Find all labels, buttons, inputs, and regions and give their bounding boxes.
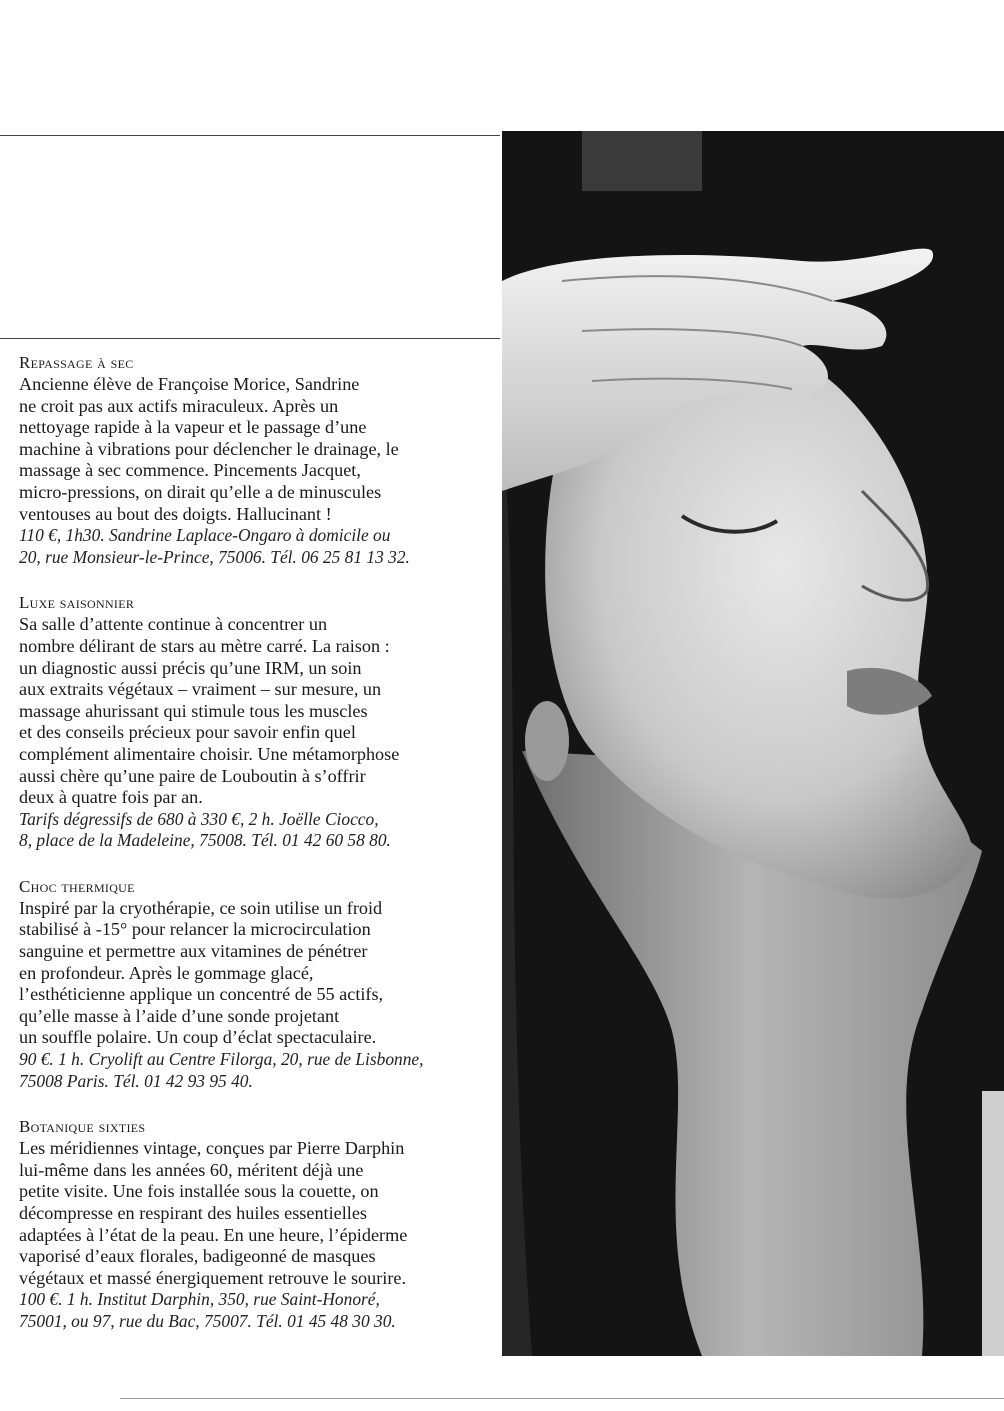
section-title: Choc thermique (19, 876, 135, 896)
fabric-pattern (982, 1091, 1004, 1356)
section-divider (0, 338, 500, 339)
section-repassage (19, 352, 501, 568)
section-body: Ancienne élève de Françoise Morice, Sandrine ne croit pas aux actifs miraculeux. Après un nettoyage rapide à la vapeur et le passage d’une machine à vibrations pour déclencher le drainage, le massage à sec commence. Pincements Jacquet, micro-pressions, on dirait qu’elle a de minuscules ventouses au bout des doigts. Hallucinant ! (19, 374, 399, 524)
section-info: 100 €. 1 h. Institut Darphin, 350, rue Saint-Honoré, 75001, ou 97, rue du Bac, 75007. Tél. 01 45 48 30 30. (19, 1289, 396, 1331)
ear (525, 701, 569, 781)
section-info: Tarifs dégressifs de 680 à 330 €, 2 h. Joëlle Ciocco, 8, place de la Madeleine, 75008. Tél. 01 42 60 58 80. (19, 808, 391, 851)
section-choc (19, 876, 501, 1092)
section-body: Les méridiennes vintage, conçues par Pierre Darphin lui-même dans les années 60, méritent déjà une petite visite. Une fois installée sous la couette, on décompresse en respirant des huiles essentielles adaptées à l’état de la peau. En une heure, l’épiderme vaporisé d’eaux florales, badigeonné de masques végétaux et massé énergiquement retrouve le sourire. (19, 1138, 408, 1288)
section-title: Botanique sixties (19, 1117, 146, 1137)
section-botanique (19, 1116, 501, 1332)
portrait-illustration (502, 131, 1004, 1356)
section-body: Inspiré par la cryothérapie, ce soin utilise un froid stabilisé à -15° pour relancer la microcirculation sanguine et permettre aux vitamines de pénétrer en profondeur. Après le gommage glacé, l’esthéticienne applique un concentré de 55 actifs, qu’elle masse à l’aide d’une sonde projetant un souffle polaire. Un coup d’éclat spectaculaire. (19, 897, 384, 1048)
section-info: 90 €. 1 h. Cryolift au Centre Filorga, 20, rue de Lisbonne, 75008 Paris. Tél. 01 42 93 95 40. (19, 1049, 424, 1091)
section-title: Repassage à sec (19, 353, 134, 372)
section-luxe (19, 592, 501, 852)
article-text-column (19, 352, 501, 1357)
portrait-photo (502, 131, 1004, 1356)
sleeve-pattern (582, 131, 702, 191)
top-divider (0, 135, 500, 136)
section-info: 110 €, 1h30. Sandrine Laplace-Ongaro à domicile ou 20, rue Monsieur-le-Prince, 75006. Tél. 06 25 81 13 32. (19, 525, 410, 567)
section-body: Sa salle d’attente continue à concentrer un nombre délirant de stars au mètre carré. La raison : un diagnostic aussi précis qu’une IRM, un soin aux extraits végétaux – vraiment – sur mesure, un massage ahurissant qui stimule tous les muscles et des conseils précieux pour savoir enfin quel complément alimentaire choisir. Une métamorphose aussi chère qu’une paire de Louboutin à s’offrir deux à quatre fois par an. (19, 614, 400, 808)
section-title: Luxe saisonnier (19, 593, 135, 613)
bottom-divider (120, 1398, 1004, 1399)
